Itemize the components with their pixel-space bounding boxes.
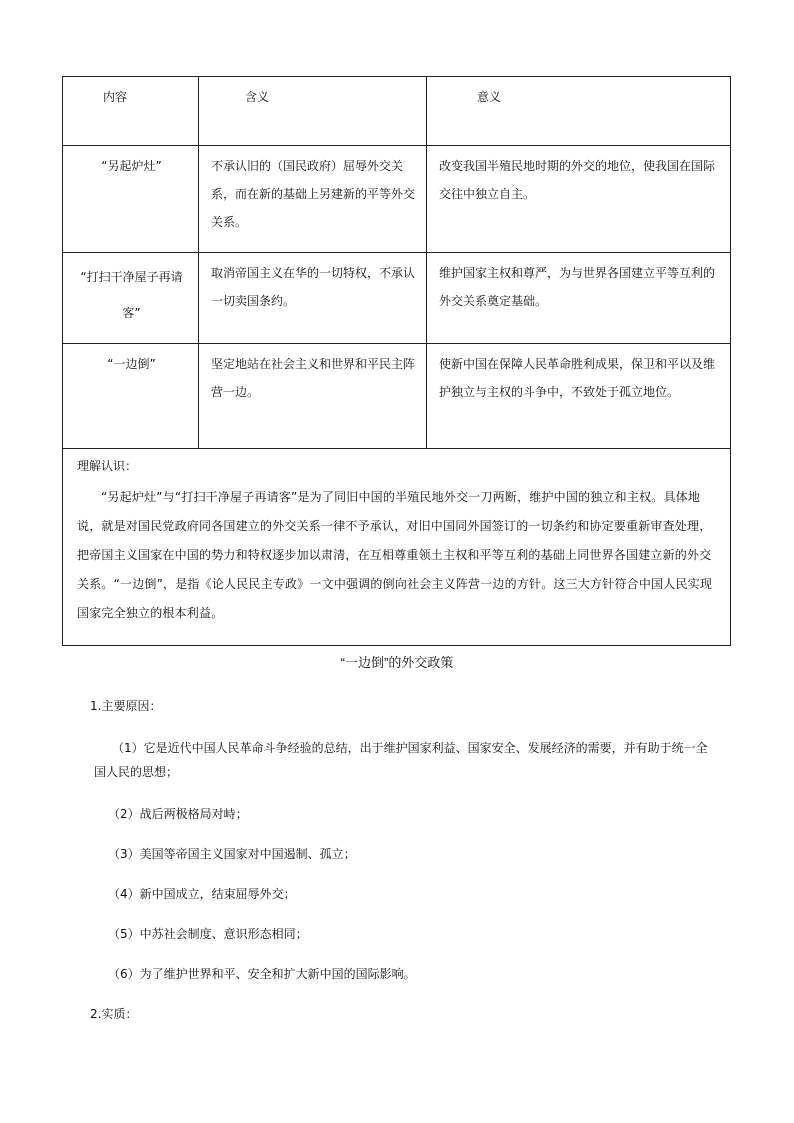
header-cell-significance: 意义 — [427, 77, 731, 146]
reason-item: （4）新中国成立，结束屈辱外交； — [108, 887, 296, 901]
table-row — [63, 146, 731, 253]
reason-item: （6）为了维护世界和平、安全和扩大新中国的国际影响。 — [108, 967, 416, 981]
reason-item: （3）美国等帝国主义国家对中国遏制、孤立； — [108, 847, 356, 861]
row-meaning-cell: 坚定地站在社会主义和世界和平民主阵营一边。 — [199, 344, 427, 449]
note-body: “另起炉灶”与“打扫干净屋子再请客”是为了同旧中国的半殖民地外交一刀两断，维护中国的独立和主权。具体地说，就是对国民党政府同各国建立的外交关系一律不予承认，对旧中国同外国签订的一切条约和协定要重新审查处理，把帝国主义国家在中国的势力和特权逐步加以肃清，在互相尊重领土主权和平等互利的基础上同世界各国建立新的外交关系。“一边倒”，是指《论人民民主专政》一文中强调的倒向社会主义阵营一边的方针。这三大方针符合中国人民实现国家完全独立的根本利益。 — [77, 490, 713, 620]
reason-item: （5）中苏社会制度、意识形态相同； — [108, 927, 308, 941]
reason-item: （1）它是近代中国人民革命斗争经验的总结，出于维护国家利益、国家安全、发展经济的需要，并有助于统一全国人民的思想； — [94, 741, 708, 779]
policy-table — [62, 76, 731, 646]
row-content-cell: “打扫干净屋子再请客” — [63, 253, 199, 344]
reason-item: （2）战后两极格局对峙； — [108, 807, 248, 821]
table-row — [63, 344, 731, 449]
header-cell-meaning: 含义 — [199, 77, 427, 146]
reasons-heading: 1.主要原因： — [90, 699, 162, 713]
note-cell — [63, 449, 731, 646]
note-row — [63, 449, 731, 646]
essence-heading: 2.实质： — [90, 1007, 138, 1021]
row-content-cell: “一边倒” — [63, 344, 199, 449]
section-title: “一边倒”的外交政策 — [340, 655, 454, 670]
table-header-row — [63, 77, 731, 146]
row-meaning-cell: 不承认旧的（国民政府）屈辱外交关系，而在新的基础上另建新的平等外交关系。 — [199, 146, 427, 253]
row-significance-cell: 改变我国半殖民地时期的外交的地位，使我国在国际交往中独立自主。 — [427, 146, 731, 253]
row-content-cell: “另起炉灶” — [63, 146, 199, 253]
row-significance-cell: 使新中国在保障人民革命胜利成果，保卫和平以及维护独立与主权的斗争中，不致处于孤立地位。 — [427, 344, 731, 449]
row-meaning-cell: 取消帝国主义在华的一切特权，不承认一切卖国条约。 — [199, 253, 427, 344]
note-title: 理解认识： — [77, 459, 138, 473]
row-significance-cell: 维护国家主权和尊严，为与世界各国建立平等互利的外交关系奠定基础。 — [427, 253, 731, 344]
table-row — [63, 253, 731, 344]
header-cell-content: 内容 — [63, 77, 199, 146]
